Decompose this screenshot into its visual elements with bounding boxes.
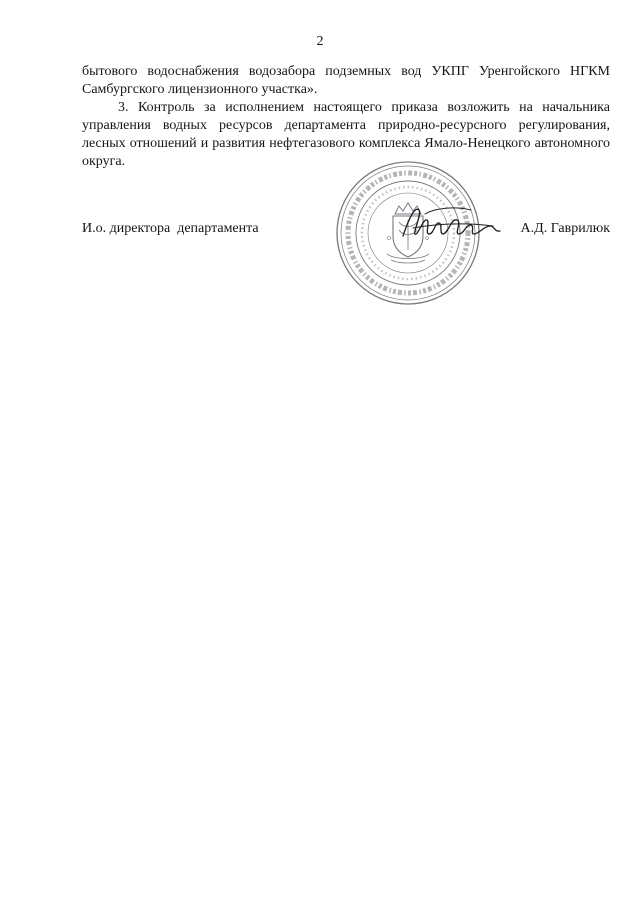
paragraph-line: Самбургского лицензионного участка». xyxy=(82,82,318,97)
paragraph-line: бытового водоснабжения водозабора подземных вод УКПГ Уренгойского НГКМ xyxy=(82,64,610,79)
paragraph-line: лесных отношений и развития нефтегазового комплекса Ямало-Ненецкого автономного xyxy=(82,136,610,151)
signatory-name: А.Д. Гаврилюк xyxy=(520,221,610,236)
paragraph-line: округа. xyxy=(82,154,126,169)
paragraph-line: 3. Контроль за исполнением настоящего приказа возложить на начальника xyxy=(118,100,610,115)
paragraph-line: управления водных ресурсов департамента природно-ресурсного регулирования, xyxy=(82,118,610,133)
page-number: 2 xyxy=(316,34,324,49)
signatory-title: И.о. директора департамента xyxy=(82,221,259,236)
handwritten-signature-icon xyxy=(395,198,510,248)
